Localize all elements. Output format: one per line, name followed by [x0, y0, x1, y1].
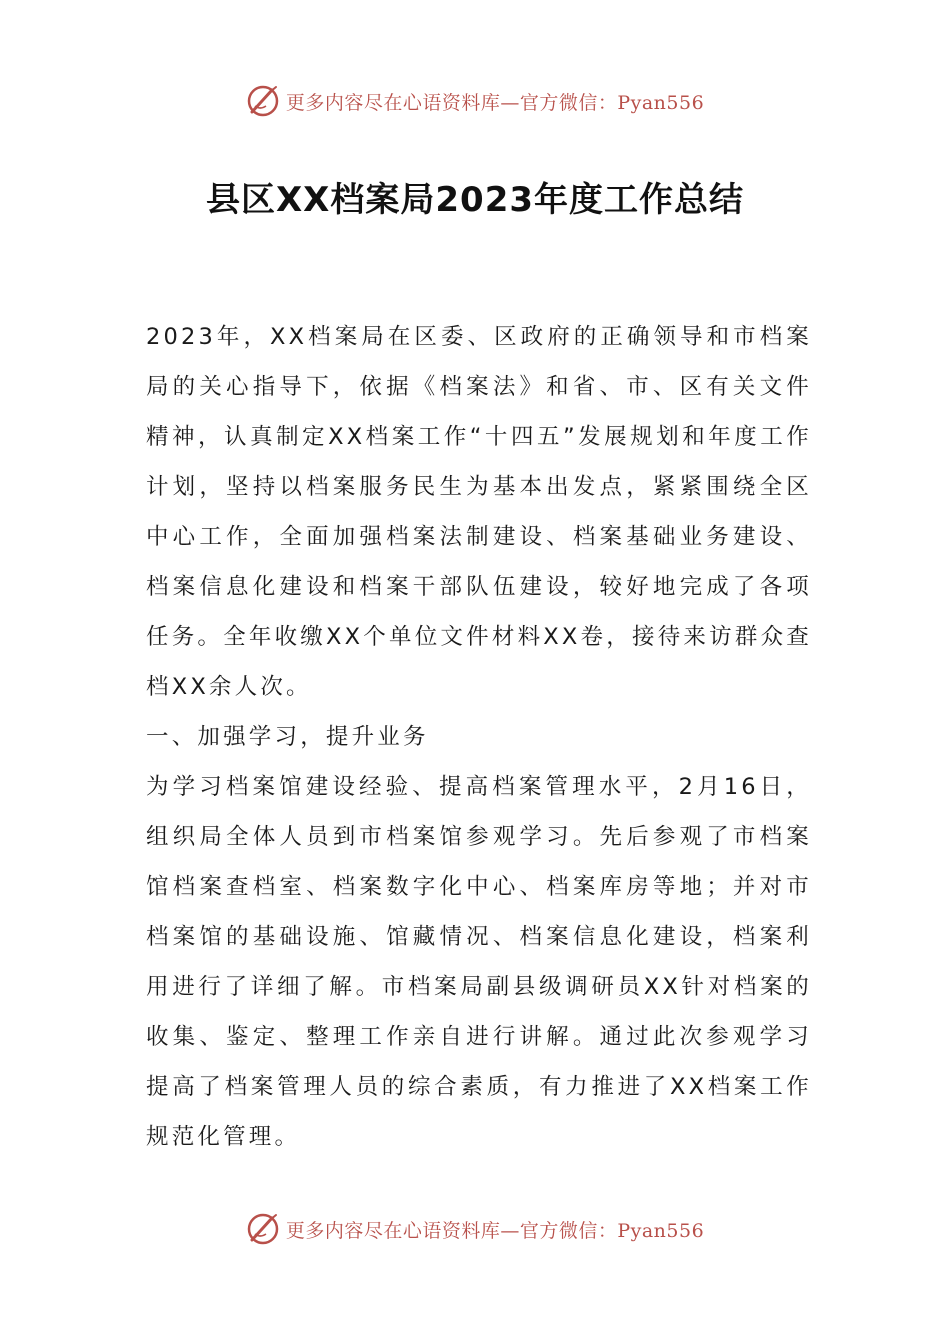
document-body: [146, 312, 812, 1162]
section-1-heading: 一、加强学习，提升业务: [146, 724, 429, 750]
pen-logo-icon: [246, 84, 280, 118]
header-banner-text: 更多内容尽在心语资料库—官方微信：Pyan556: [285, 91, 705, 114]
footer-banner: [0, 1212, 950, 1246]
header-banner: [0, 84, 950, 118]
section-1-paragraph: 为学习档案馆建设经验、提高档案管理水平，2月16日，组织局全体人员到市档案馆参观学习。先后参观了市档案馆档案查档室、档案数字化中心、档案库房等地；并对市档案馆的基础设施、馆藏情况、档案信息化建设，档案利用进行了详细了解。市档案局副县级调研员XX针对档案的收集、鉴定、整理工作亲自进行讲解。通过此次参观学习提高了档案管理人员的综合素质，有力推进了XX档案工作规范化管理。: [146, 774, 812, 1150]
intro-paragraph: 2023年，XX档案局在区委、区政府的正确领导和市档案局的关心指导下，依据《档案法》和省、市、区有关文件精神，认真制定XX档案工作“十四五”发展规划和年度工作计划，坚持以档案服务民生为基本出发点，紧紧围绕全区中心工作，全面加强档案法制建设、档案基础业务建设、档案信息化建设和档案干部队伍建设，较好地完成了各项任务。全年收缴XX个单位文件材料XX卷，接待来访群众查档XX余人次。: [146, 324, 812, 700]
pen-logo-icon: [246, 1212, 280, 1246]
footer-banner-text: 更多内容尽在心语资料库—官方微信：Pyan556: [285, 1219, 705, 1242]
document-title: 县区XX档案局2023年度工作总结: [205, 180, 745, 220]
